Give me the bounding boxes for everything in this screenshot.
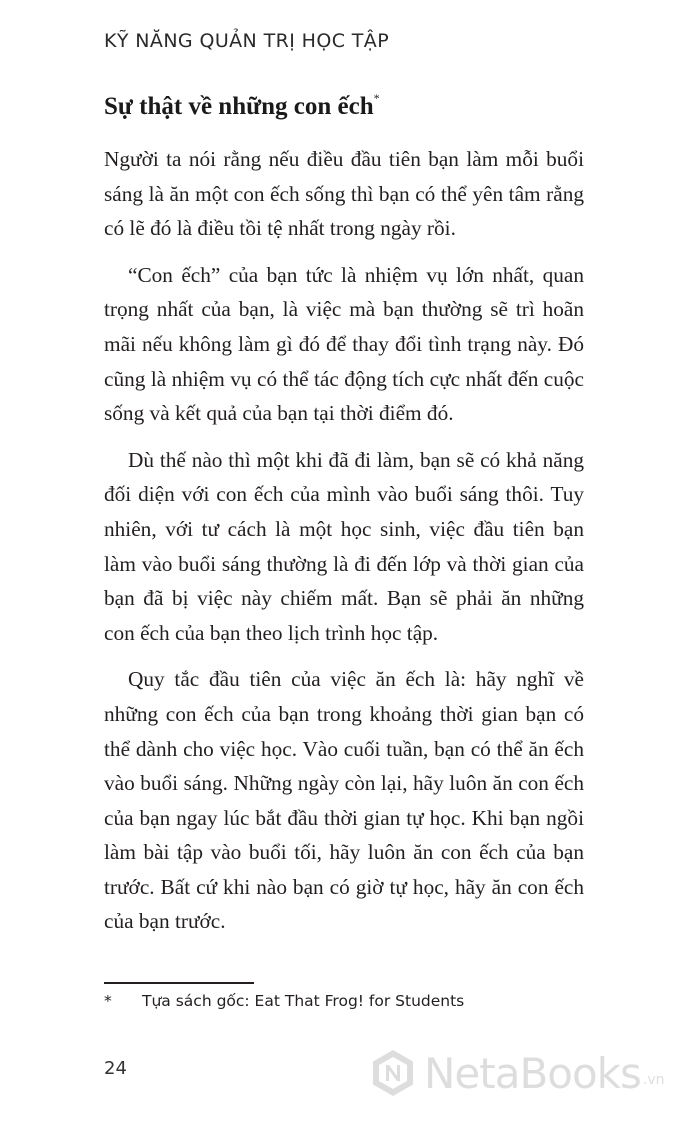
netabooks-logo-icon [368,1048,418,1098]
watermark [368,1048,664,1098]
paragraph-4: Quy tắc đầu tiên của việc ăn ếch là: hãy nghĩ về những con ếch của bạn trong khoảng thời gian bạn có thể dành cho việc học. Vào cuối tuần, bạn có thể ăn ếch vào buổi sáng. Những ngày còn lại, hãy luôn ăn con ếch của bạn ngay lúc bắt đầu thời gian tự học. Khi bạn ngồi làm bài tập vào buổi tối, hãy luôn ăn con ếch của bạn trước. Bất cứ khi nào bạn có giờ tự học, hãy ăn con ếch của bạn trước. [104,667,584,934]
running-header: KỸ NĂNG QUẢN TRỊ HỌC TẬP [104,30,390,52]
page-number: 24 [104,1058,127,1079]
footnote-reference: * [373,91,380,105]
body-text [104,142,584,951]
footnote-text: Tựa sách gốc: Eat That Frog! for Students [142,992,465,1010]
section-title [104,91,380,121]
footnote-marker: * [104,992,112,1010]
paragraph-2: “Con ếch” của bạn tức là nhiệm vụ lớn nhất, quan trọng nhất của bạn, là việc mà bạn thường sẽ trì hoãn mãi nếu không làm gì đó để thay đổi tình trạng này. Đó cũng là nhiệm vụ có thể tác động tích cực nhất đến cuộc sống và kết quả của bạn tại thời điểm đó. [104,262,584,426]
paragraph-1: Người ta nói rằng nếu điều đầu tiên bạn làm mỗi buổi sáng là ăn một con ếch sống thì bạn có thể yên tâm rằng có lẽ đó là điều tồi tệ nhất trong ngày rồi. [104,147,584,241]
footnote-divider [104,982,254,984]
watermark-suffix: .vn [642,1072,665,1088]
watermark-brand: NetaBooks [424,1048,641,1098]
section-title-text: Sự thật về những con ếch [104,93,374,120]
paragraph-3: Dù thế nào thì một khi đã đi làm, bạn sẽ có khả năng đối diện với con ếch của mình vào buổi sáng thôi. Tuy nhiên, với tư cách là một học sinh, việc đầu tiên bạn làm vào buổi sáng thường là đi đến lớp và thời gian của bạn đã bị việc này chiếm mất. Bạn sẽ phải ăn những con ếch của bạn theo lịch trình học tập. [104,447,584,645]
footnote [104,992,464,1010]
